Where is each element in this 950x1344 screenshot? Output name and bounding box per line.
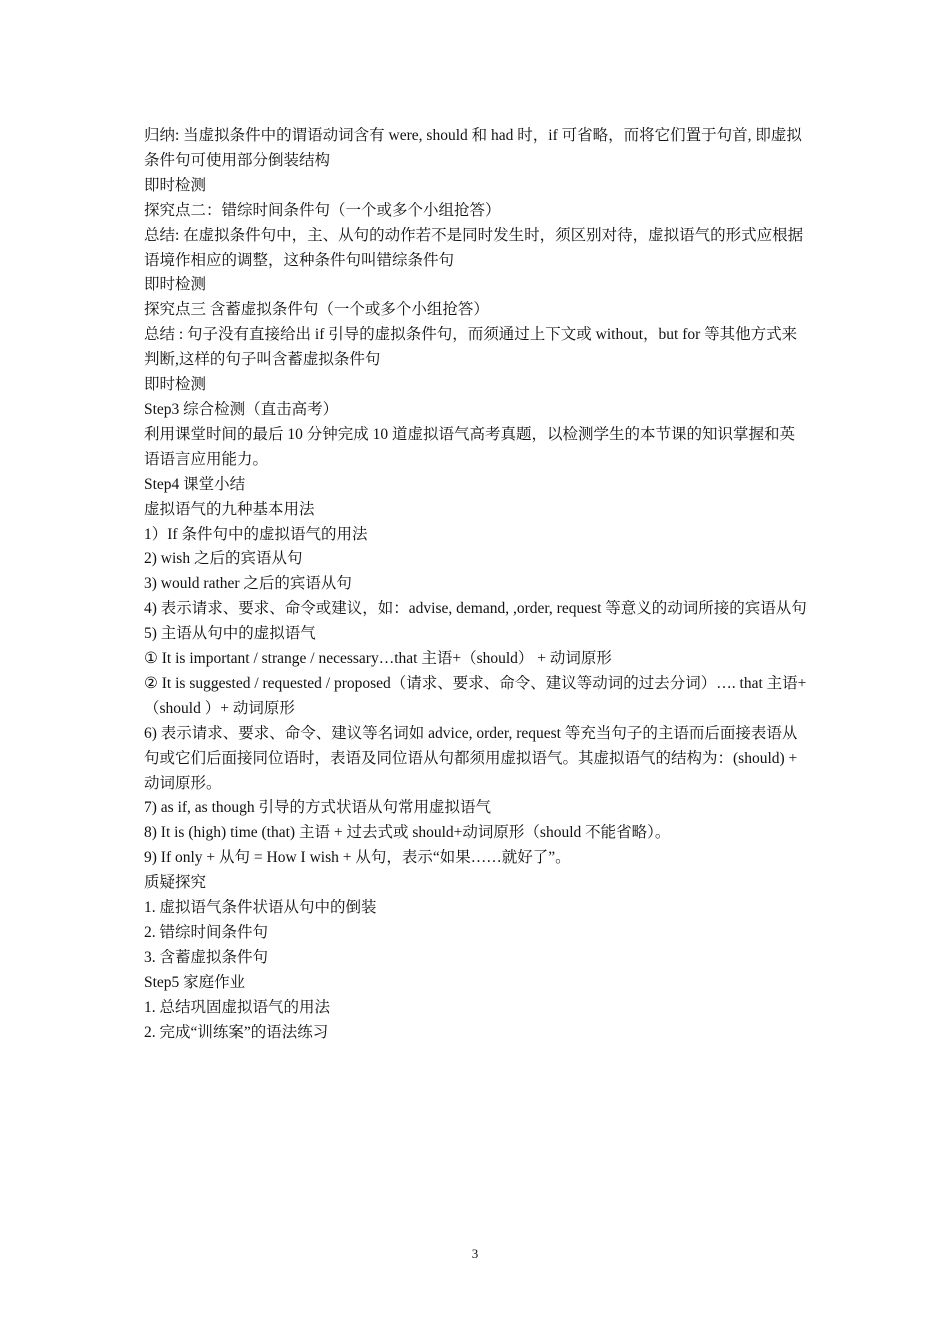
text-line: Step3 综合检测（直击高考） (144, 400, 339, 418)
text-line: 3. 含蓄虚拟条件句 (144, 948, 269, 966)
text-line: ② It is suggested / requested / proposed（请求、要求、命令、建议等动词的过去分词）…. that 主语+（should ）+ 动词原形 (144, 674, 807, 717)
text-line: 探究点三 含蓄虚拟条件句（一个或多个小组抢答） (144, 301, 489, 319)
text-line: 即时检测 (144, 376, 207, 394)
text-line: 2) wish 之后的宾语从句 (144, 550, 303, 568)
text-line: 归纳: 当虚拟条件中的谓语动词含有 were, should 和 had 时，if 可省略，而将它们置于句首, 即虚拟条件句可使用部分倒装结构 (144, 127, 802, 169)
text-line: ① It is important / strange / necessary…that 主语+（should） + 动词原形 (144, 650, 612, 668)
page-number: 3 (471, 1246, 479, 1261)
text-line: 总结: 在虚拟条件句中，主、从句的动作若不是同时发生时，须区别对待，虚拟语气的形式应根据语境作相应的调整，这种条件句叫错综条件句 (144, 226, 804, 269)
text-line: 4) 表示请求、要求、命令或建议，如：advise, demand, ,order, request 等意义的动词所接的宾语从句 (144, 600, 807, 618)
text-line: 利用课堂时间的最后 10 分钟完成 10 道虚拟语气高考真题，以检测学生的本节课的知识掌握和英语语言应用能力。 (144, 425, 796, 468)
text-line: 总结 : 句子没有直接给出 if 引导的虚拟条件句，而须通过上下文或 without，but for 等其他方式来判断,这样的句子叫含蓄虚拟条件句 (144, 326, 798, 369)
text-line: 9) If only + 从句 = How I wish + 从句，表示“如果……就好了”。 (144, 849, 571, 867)
text-line: Step4 课堂小结 (144, 475, 246, 493)
text-line: 1. 总结巩固虚拟语气的用法 (144, 998, 331, 1016)
text-line: 1. 虚拟语气条件状语从句中的倒装 (144, 899, 377, 917)
text-line: Step5 家庭作业 (144, 973, 246, 991)
text-line: 探究点二：错综时间条件句（一个或多个小组抢答） (144, 201, 501, 219)
text-line: 7) as if, as though 引导的方式状语从句常用虚拟语气 (144, 799, 492, 817)
page-body (144, 124, 810, 1046)
text-line: 8) It is (high) time (that) 主语 + 过去式或 should+动词原形（should 不能省略）。 (144, 824, 671, 842)
text-line: 6) 表示请求、要求、命令、建议等名词如 advice, order, request 等充当句子的主语而后面接表语从句或它们后面接同位语时，表语及同位语从句都须用虚拟语气。其虚拟语气的结构为：(should) + 动词原形。 (144, 724, 798, 792)
text-line: 2. 错综时间条件句 (144, 924, 269, 941)
text-line: 即时检测 (144, 276, 207, 294)
text-line: 即时检测 (144, 176, 207, 194)
text-line: 2. 完成“训练案”的语法练习 (144, 1023, 329, 1041)
text-line: 1）If 条件句中的虚拟语气的用法 (144, 525, 368, 543)
text-line: 虚拟语气的九种基本用法 (144, 500, 315, 518)
text-line: 质疑探究 (144, 874, 207, 892)
text-line: 3) would rather 之后的宾语从句 (144, 575, 352, 593)
text-line: 5) 主语从句中的虚拟语气 (144, 625, 316, 643)
